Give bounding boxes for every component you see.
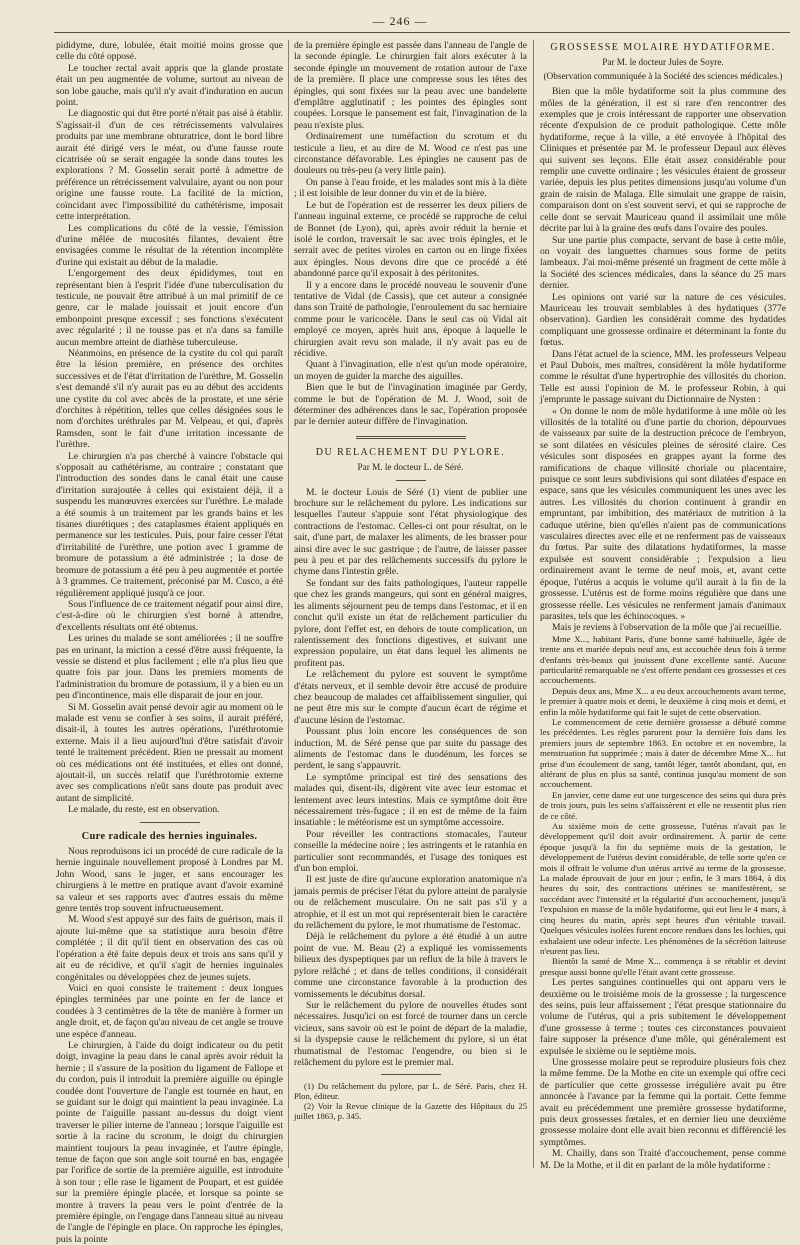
paragraph: Le relâchement du pylore est souvent le symptôme d'états nerveux, et il semble devoir être accusé de produire chez beaucoup de malades cet affaiblissement singulier, qui ne peut être mis sur le compte d'aucun écart de régime et d'aucune lésion de l'estomac. — [294, 669, 527, 726]
paragraph: Sur le relâchement du pylore de nouvelles études sont nécessaires. Jusqu'ici on est forcé de tourner dans un cercle vicieux, sans savoir où est le point de départ de la maladie, si la dyspepsie cause le relâchement du pylore, si un état rhumatismal de l'estomac l'engendre, ou bien si le relâchement du pylore est le premier mal. — [294, 999, 527, 1068]
paragraph: Les pertes sanguines continuelles qui ont apparu vers le deuxième ou le troisième mois de la grossesse ; la turgescence des seins, puis leur affaissement ; l'état presque stationnaire du volume de l'utérus, qui a pris subitement le développement d'une grossesse à terme ; toutes ces circonstances pouvaient faire supposer la présence d'une môle, qui généralement est expulsée le sixième ou le septième mois. — [540, 977, 786, 1057]
paragraph: Le symptôme principal est tiré des sensations des malades qui, disent-ils, digèrent vite avec leur estomac et lentement avec leurs intestins. Mais ce symptôme doit être nécessairement très-fugace ; il en est de même de la faim insatiable : le météorisme est un symptôme accessoire. — [294, 771, 527, 829]
paragraph: Au sixième mois de cette grossesse, l'utérus n'avait pas le développement qu'il doit avoir ordinairement. À partir de cette époque jusqu'à la fin du septième mois de la gestation, le développement de l'utérus devint considérable, de telle sorte qu'en ce mois il offrait le volume d'un utérus arrivé au terme de la grossesse. La malade éprouvait de jour en jour ; enfin, le 3 mars 1864, à dix heures du soir, des contractions utérines se manifestèrent, se succédant avec l'intensité et la régularité d'un accouchement, jusqu'à l'expulsion en masse de la môle hydatiforme, qui eut lieu le 4 mars, à cinq heures du matin, après sept heures d'un véritable travail. Quelques vésicules isolées furent encore rendues dans les lochies, qui exhalaient une odeur infecte. Les phénomènes de la sécrétion laiteuse n'eurent pas lieu. — [540, 821, 786, 956]
author-line: Par M. le docteur L. de Séré. — [357, 462, 464, 473]
paragraph: Les urines du malade se sont améliorées ; il ne souffre pas en urinant, la miction a cessé d'être aussi fréquente, la vessie se distend et plus facilement ; elle n'a plus lieu que quatre fois par jour. Dans les premiers moments de l'administration du bromure de potassium, il y a bien eu un peu d'incontinence, mais elle disparait de jour en jour. — [56, 633, 283, 702]
paragraph: En janvier, cette dame eut une turgescence des seins qui dura près de trois jours, puis les seins s'affaissèrent et elle ne ressentit plus rien de ce côté. — [540, 789, 786, 821]
paragraph: Sous l'influence de ce traitement négatif pour ainsi dire, c'est-à-dire où le chirurgien s'est borné à attendre, d'excellents résultats ont été obtenus. — [56, 598, 283, 633]
paragraph: Mme X..., habitant Paris, d'une bonne santé habituelle, âgée de trente ans et mariée depuis neuf ans, est accouchée deux fois à terme d'enfants très-beaux qui jouissent d'une excellente santé. Aucune particularité remarquable ne s'est offerte pendant ces grossesses et ces accouchements. — [540, 633, 786, 686]
paragraph: Se fondant sur des faits pathologiques, l'auteur rappelle que chez les grands mangeurs, qui sont en général maigres, les aliments séjournent peu de temps dans l'estomac, et il en conclut qu'il existe un état de relâchement particulier du pylore, dont l'effet est, en dehors de toute complication, un ralentissement des fonctions digestives, et suivant une expression populaire, un état dans lequel les aliments ne profitent pas. — [294, 577, 527, 669]
paragraph: Sur une partie plus compacte, servant de base à cette môle, on voyait des languettes charnues sous forme de petits lambeaux. J'ai moi-même présenté un fragment de cette môle à la Société des sciences médicales, dans la séance du 25 mars dernier. — [540, 234, 786, 292]
paragraph: Bientôt la santé de Mme X... commença à se rétablir et devint presque aussi bonne qu'elle l'était avant cette grossesse. — [540, 956, 786, 977]
short-rule — [396, 480, 426, 481]
paragraph: Déjà le relâchement du pylore a été étudié à un autre point de vue. M. Beau (2) a expliqué les vomissements bilieux des dyspeptiques par un reflux de la bile à travers le pylore relâché ; et dans de telles conditions, il considérait comme une circonstance favorable à la production des vomissements le décubitus dorsal. — [294, 931, 527, 1000]
section-separator — [356, 436, 466, 439]
paragraph: Il y a encore dans le procédé nouveau le souvenir d'une tentative de Vidal (de Cassis), que cet auteur a consignée dans son Traité de pathologie, l'enroulement du sac herniaire comme pour le varicocèle. Dans le seul cas où Vidal ait employé ce moyen, après huit ans, époque à laquelle le chirurgien avait revu son malade, il n'y avait pas eu de récidive. — [294, 279, 527, 359]
paragraph: Bien que le but de l'invagination imaginée par Gerdy, comme le but de l'opération de M. J. Wood, soit de déterminer des adhérences dans le sac, l'opération proposée par le dernier auteur diffère de l'invagination. — [294, 382, 527, 428]
paragraph: Les opinions ont varié sur la nature de ces vésicules. Mauriceau les trouvait semblables à des hydatiques (377e observation). Gardien les considérait comme des hydatides compliquant une grossesse ordinaire et déterminant la fonte du fœtus. — [540, 291, 786, 349]
paragraph: Mais je reviens à l'observation de la môle que j'ai recueillie. — [552, 622, 782, 634]
page-number: — 246 — — [372, 14, 428, 28]
paragraph: Le diagnostic qui dut être porté n'était pas aisé à établir. S'agissait-il d'un de ces rétrécissements valvulaires produits par une membrane obturatrice, dont le bord libre aurait été dirigé vers le méat, ou d'une fausse route cicatrisée où se serait engagée la sonde dans toutes les explorations ? M. Gosselin serait porté à admettre de préférence un rétrécissement valvulaire, ayant ou non pour origine une fausse route. La facilité de la miction, coïncidant avec l'impossibilité du cathétérisme, imposait cette interprétation. — [56, 108, 283, 223]
paragraph: Le commencement de cette dernière grossesse a débuté comme les précédentes. Les règles parurent pour la dernière fois dans les premiers jours de septembre 1863. En octobre et en novembre, la menstruation fut supprimée ; mais à dater de décembre Mme X... fut prise d'un écoulement de sang, tantôt léger, tantôt abondant, qui, en altérant de plus en plus sa santé, continua jusqu'au moment de son accouchement. — [540, 716, 786, 790]
paragraph: Ordinairement une tuméfaction du scrotum et du testicule a lieu, et au dire de M. Wood ce n'est pas une circonstance défavorable. Les épingles ne causent pas de douleurs ou très-peu (a very little pain). — [294, 131, 527, 177]
paragraph: pididyme, dure, lobulée, était moitié moins grosse que celle du côté opposé. — [56, 40, 283, 63]
paragraph: Dans l'état actuel de la science, MM. les professeurs Velpeau et Paul Dubois, mes maîtres, considèrent la môle hydatiforme comme le résultat d'une hypertrophie des villosités du chorion. Telle est aussi l'opinion de M. le professeur Robin, à qui j'emprunte le passage suivant du Dictionnaire de Nysten : — [540, 348, 786, 406]
paragraph: Poussant plus loin encore les conséquences de son induction, M. de Séré pense que par suite du passage des aliments de l'estomac dans le duodénum, les forces se perdent, le sang s'appauvrit. — [294, 726, 527, 772]
paragraph: M. Wood s'est appuyé sur des faits de guérison, mais il ajoute lui-même que sa statistique aura besoin d'être complétée ; il dit qu'il tient en observation des cas où l'opération a été faite depuis deux et trois ans sans qu'il y ait eu de récidive, et qu'il s'agit de hernies inguinales congénitales ou développées chez de jeunes sujets. — [56, 914, 283, 983]
column-3 — [540, 40, 786, 1171]
column-2 — [294, 40, 527, 1168]
author-line: Par M. le docteur Jules de Soyre. — [602, 57, 724, 68]
paragraph: Néanmoins, en présence de la cystite du col qui paraît être la lésion première, en présence des orchites successives et de l'état d'irritation de l'urèthre, M. Gosselin s'est demandé s'il n'y aurait pas eu au début des accidents une cystite du col avec abcès de la prostate, et une série d'orchites à répétition, telles que celles désignées sous le nom d'orchites uréthrales par M. Velpeau, et qui, d'après Ramsden, sont le fait d'une irritation incessante de l'urèthre. — [56, 347, 283, 451]
paragraph: Bien que la môle hydatiforme soit la plus commune des môles de la génération, il est si rare d'en rencontrer des exemples que je crois intéressant de rapporter une observation récente d'expulsion de ce produit pathologique. Cette môle hydatiforme, reçue à la ville, a été envoyée à l'hôpital des Cliniques et présentée par M. le professeur Depaul aux élèves qui suivent ses leçons. Elle était assez considérable pour remplir une cuvette ordinaire ; les vésicules étaient de grosseur variée, depuis les plus petites dimensions jusqu'au volume d'un grain de raisin de Malaga. Elle simulait une grappe de raisin, comparaison dont on s'est souvent servi, et qui se rapproche de celle dont se servait Mauriceau quand il assimilait une môle décrite par lui à la graine des œufs dans l'ovaire des poules. — [540, 86, 786, 235]
paragraph: Voici en quoi consiste le traitement : deux longues épingles terminées par une pointe en fer de lance et coudées à 3 centimètres de la tête de manière à former un angle droit, et, de façon qu'au niveau de cet angle se trouve une espèce d'anneau. — [56, 982, 283, 1040]
paragraph: de la première épingle est passée dans l'anneau de l'angle de la seconde épingle. Le chirurgien fait alors exécuter à la seconde épingle un mouvement de rotation autour de l'axe de la première. Il place une compresse sous les têtes des épingles, qui sont fixées sur la peau avec une bandelette d'emplâtre agglutinatif ; les pointes des épingles sont coupées. Lorsque le pansement est fait, l'invagination de la peau n'existe plus. — [294, 40, 527, 131]
paragraph: Le malade, du reste, est en observation. — [68, 804, 220, 816]
column-1 — [56, 40, 283, 1245]
paragraph: Les complications du côté de la vessie, l'émission d'urine mêlée de mucosités filantes, devaient être envisagées comme le résultat de la rétention incomplète d'urine qui existait au début de la maladie. — [56, 222, 283, 268]
section-heading-hernies: Cure radicale des hernies inguinales. — [81, 830, 258, 842]
paragraph: Nous reproduisons ici un procédé de cure radicale de la hernie inguinale nouvellement proposé à Londres par M. John Wood, sans le juger, et sans encourager les chirurgiens à le mettre en pratique avant d'avoir examiné sa valeur et ses rapports avec d'autres essais du même genre tentés trop souvent infructueusement. — [56, 846, 283, 915]
column-divider-1 — [288, 40, 289, 1168]
section-heading-mole: GROSSESSE MOLAIRE HYDATIFORME. — [550, 42, 776, 53]
column-divider-2 — [533, 40, 534, 1168]
footnote: (2) Voir la Revue clinique de la Gazette des Hôpitaux du 25 juillet 1863, p. 345. — [294, 1101, 527, 1122]
paragraph: Une grossesse molaire peut se reproduire plusieurs fois chez la même femme. De la Mothe en cite un exemple qui offre ceci de particulier que cette grossesse irrégulière avait pu être annoncée à l'avance par la femme qui la portait. Cette femme avait eu précédemment une première grossesse hydatiforme, puis deux grossesses fœtales, et en dernier lieu une deuxième grossesse molaire dont elle avait bien reconnu et différencié les symptômes. — [540, 1056, 786, 1148]
paragraph: M. le docteur Louis de Séré (1) vient de publier une brochure sur le relâchement du pylore. Les indications sur lesquelles l'auteur s'appuie sont l'état physiologique des contractions de l'estomac. Celles-ci ont pour résultat, on le sait, d'une part, de malaxer les aliments, de les brasser pour ainsi dire avec le suc gastrique ; de l'autre, de laisser passer peu à peu et par des relâchements successifs du pylore le chyme dans l'intestin grêle. — [294, 486, 527, 578]
paragraph: Le but de l'opération est de resserrer les deux piliers de l'anneau inguinal externe, ce procédé se rapproche de celui de Bonnet (de Lyon), qui, après avoir réduit la hernie et isolé le cordon, traversait le sac avec trois épingles, et le serrait avec de petites viroles en carton ou en linge fixées aux épingles. Nous devons dire que ce procédé a été abandonné parce qu'il exposait à des péritonites. — [294, 199, 527, 280]
paragraph: Le chirurgien, à l'aide du doigt indicateur ou du petit doigt, invagine la peau dans le canal après avoir réduit la hernie ; il s'assure de la position du ligament de Fallope et du cordon, puis il introduit la première aiguille ou épingle coudée dont l'ouverture de l'angle est tournée en haut, en se guidant sur le doigt qui maintient la peau invaginée. La pointe de l'aiguille passant au-dessus du doigt vient traverser le pilier interne de l'anneau ; lorsque l'aiguille est sortie à la racine du scrotum, le doigt du chirurgien maintient toujours la peau invaginée, et l'autre épingle, tenue de façon que son angle soit tourné en bas, engagée par l'orifice de sortie de la première aiguille, est introduite à son tour ; elle rase le ligament de Poupart, et est guidée sur la première épingle placée, et lorsque sa pointe se montre à travers la peau vers le point d'entrée de la première épingle, on l'engage dans l'anneau situé au niveau de l'angle de l'épingle en place. On rapproche les épingles, puis la pointe — [56, 1039, 283, 1245]
paragraph: Depuis deux ans, Mme X... a eu deux accouchements avant terme, le premier à quatre mois et demi, le deuxième à cinq mois et demi, et enfin la môle hydatiforme qui fait le sujet de cette observation. — [540, 685, 786, 717]
paragraph: M. Chailly, dans son Traité d'accouchement, pense comme M. De la Mothe, et il dit en parlant de la môle hydatiforme : — [540, 1148, 786, 1171]
paragraph: On panse à l'eau froide, et les malades sont mis à la diète ; il est loisible de leur donner du vin et de la bière. — [294, 176, 527, 200]
footnote: (1) Du relâchement du pylore, par L. de Séré. Paris, chez H. Plon, éditeur. — [294, 1081, 527, 1102]
paragraph: L'engorgement des deux épididymes, tout en représentant bien à l'esprit l'idée d'une tuberculisation du testicule, ne pouvait être attribué à un mal primitif de ce genre, car le malade jouissait et jouit encore d'un embonpoint presque excessif ; ses fonctions s'exécutent avec régularité ; il ne tousse pas et n'a dans sa famille aucun membre atteint de diathèse tuberculeuse. — [56, 268, 283, 348]
section-separator — [140, 822, 200, 823]
paragraph: Quant à l'invagination, elle n'est qu'un mode opératoire, un moyen de guider la marche des aiguilles. — [294, 359, 527, 382]
paragraph: Il est juste de dire qu'aucune exploration anatomique n'a jamais permis de préciser l'état du pylore atteint de paralysie ou de relâchement musculaire. On ne sait pas s'il y a atrophie, et il est un mot qui représenterait bien le caractère du relâchement du pylore, le mot rhumatisme de l'estomac. — [294, 874, 527, 932]
paragraph: « On donne le nom de môle hydatiforme à une môle où les villosités de la totalité ou d'une partie du chorion, dépourvues de vaisseaux par suite de la destruction précoce de l'embryon, se sont dilatées en vésicules pleines de sérosité claire. Ces vésicules sont disposées en grappes ayant la forme des ramifications de chaque villosité choriale ou placentaire, puisque ce sont leurs subdivisions qui sont dilatées d'espace en espace, sans que les vésicules communiquent les unes avec les autres. Les villosités du chorion continuent à grandir en empruntant, par imbibition, des matériaux de nutrition à la caduque utérine, bien qu'elles n'aient pas de communications vasculaires directes avec elle et ne renferment pas de vaisseaux du fœtus. Par suite des dilatations hydatiformes, la masse expulsée est souvent considérable ; l'expulsion a lieu ordinairement avant le terme de neuf mois, et, avant cette époque, l'utérus a acquis le volume qu'il aurait à la fin de la grossesse. L'utérus est de forme moins régulière que dans une grossesse réelle. Les vésicules ne renferment jamais d'animaux parasites, tels que les échinocoques. » — [540, 405, 786, 622]
paragraph: Pour réveiller les contractions stomacales, l'auteur conseille la médecine noire ; les astringents et le ratanhia en particulier sont recommandés, et l'usage des toniques est d'un bon emploi. — [294, 828, 527, 875]
intro-line: (Observation communiquée à la Société des sciences médicales.) — [543, 70, 783, 81]
top-rule — [54, 32, 790, 33]
paragraph: Le toucher rectal avait appris que la glande prostate était un peu augmentée de volume, surtout au niveau de son lobe gauche, mais qu'il n'y avait d'induration en aucun point. — [56, 62, 283, 109]
paragraph: Si M. Gosselin avait pensé devoir agir au moment où le malade est venu se confier à ses soins, il aurait préféré, disait-il, à toutes les autres opérations, l'uréthrotomie externe. Mais il a lieu aujourd'hui d'être satisfait d'avoir tenté le traitement précédent. Rien ne pressait au moment où ces médications ont été instituées, et elles ont donné, ajoutait-il, un succès relatif que l'uréthrotomie externe avec ses complications n'eût sans doute pas produit avec autant de simplicité. — [56, 701, 283, 804]
footnote-rule — [381, 1074, 441, 1075]
paragraph: Le chirurgien n'a pas cherché à vaincre l'obstacle qui s'opposait au cathétérisme, au contraire ; constatant que l'introduction des sondes dans le canal était une cause d'irritation surajoutée à celles qui existaient déjà, il a suspendu les manœuvres exercées sur l'urèthre. Le malade a été soumis à un traitement par les grands bains et les tisanes diurétiques ; des cataplasmes étaient appliqués en permanence sur les testicules. Puis, pour faire cesser l'état d'irritabilité de l'urèthre, une potion avec 1 gramme de bromure de potassium a été administrée ; la dose de bromure de potassium a été peu à peu augmentée et portée à 3 grammes. Ce traitement, préconisé par M. Cusco, a été régulièrement appliqué jusqu'à ce jour. — [56, 450, 283, 599]
section-heading-pylore: DU RELACHEMENT DU PYLORE. — [315, 446, 506, 458]
